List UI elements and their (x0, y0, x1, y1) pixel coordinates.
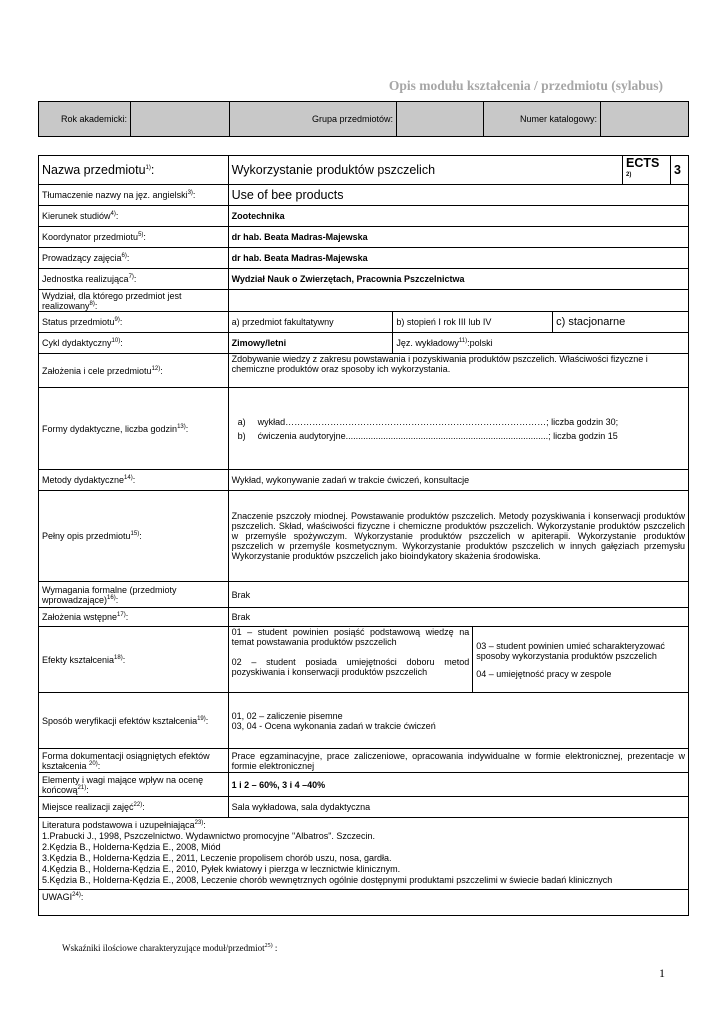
status-type: a) przedmiot fakultatywny (228, 312, 393, 333)
subject-group-label: Grupa przedmiotów: (230, 102, 397, 137)
unit-label: Jednostka realizująca$^{7)}$: (39, 269, 229, 290)
quantitative-indicators-note: Wskaźniki ilościowe charakteryzujące moduł/przedmiot$^{25)}$ : (62, 943, 278, 953)
course-name-label: Nazwa przedmiotu$^{1)}$: (39, 156, 229, 185)
form-item: b) ćwiczenia audytoryjne.................................................................................; liczba godzin 15 (237, 430, 618, 441)
prerequisites-value: Brak (228, 582, 688, 608)
goals-label: Założenia i cele przedmiotu$^{12)}$: (39, 354, 229, 388)
assumptions-label: Założenia wstępne$^{17)}$: (39, 608, 229, 627)
literature-item: 1.Prabucki J., 1998, Pszczelnictwo. Wydawnictwo promocyjne "Albatros". Szczecin. (42, 831, 375, 841)
location-label: Miejsce realizacji zajęć$^{22)}$: (39, 797, 229, 818)
outcomes-left (228, 627, 473, 693)
documentation-value: Prace egzaminacyjne, prace zaliczeniowe, opracowania indywidualne w formie elektronicznej, prezentacje w formie elektronicznej (228, 749, 688, 773)
academic-year-label: Rok akademicki: (39, 102, 131, 137)
header-table (38, 101, 689, 137)
cycle-label: Cykl dydaktyczny$^{10)}$: (39, 333, 229, 354)
goals-value: Zdobywanie wiedzy z zakresu powstawania i pozyskiwania produktów pszczelich. Właściwości fizyczne i chemiczne produktów oraz sposoby ich wykorzystania. (228, 354, 688, 388)
outcome-01: 01 – student powinien posiąść podstawową wiedzę na temat powstawania produktów pszczelich (231, 627, 470, 647)
form-item: a) wykład……………………………………………………………………………; liczba godzin 30; (237, 416, 619, 427)
status-label: Status przedmiotu$^{9)}$: (39, 312, 229, 333)
unit-value: Wydział Nauk o Zwierzętach, Pracownia Pszczelnictwa (228, 269, 688, 290)
teacher-value: dr hab. Beata Madras-Majewska (228, 248, 688, 269)
outcomes-label: Efekty kształcenia$^{18)}$: (39, 627, 229, 693)
methods-label: Metody dydaktyczne$^{14)}$: (39, 470, 229, 491)
course-name-row (39, 156, 689, 185)
description-label: Pełny opis przedmiotu$^{15)}$: (39, 491, 229, 582)
subject-group-value[interactable] (397, 102, 484, 137)
forms-label: Formy dydaktyczne, liczba godzin$^{13)}$: (39, 388, 229, 470)
description-value: Znaczenie pszczoły miodnej. Powstawanie produktów pszczelich. Metody pozyskiwania i konserwacji produktów pszczelich. Skład, właściwości fizyczne i chemiczne produktów pszczelich. Wykorzystanie produktów pszczelich w przemyśle spożywczym. Wykorzystanie produktów pszczelich w apiterapii. Wykorzystanie produktów pszczelich w przemyśle kosmetycznym. Wykorzystanie produktów pszczelich w innych gałęziach przemysłu Wykorzystanie produktów pszczelich jako bioindykatory skażenia środowiska. (228, 491, 688, 582)
academic-year-value[interactable] (131, 102, 230, 137)
coordinator-label: Koordynator przedmiotu$^{5)}$: (39, 227, 229, 248)
teacher-label: Prowadzący zajęcia$^{6)}$: (39, 248, 229, 269)
verification-value: 01, 02 – zaliczenie pisemne 03, 04 - Ocena wykonania zadań w trakcie ćwiczeń (228, 693, 688, 749)
status-level: b) stopień I rok III lub IV (393, 312, 553, 333)
ects-label: ECTS $^{2)}$ (623, 156, 671, 185)
prerequisites-label: Wymagania formalne (przedmioty wprowadzające)$^{16)}$: (39, 582, 229, 608)
literature-item: 2.Kędzia B., Holderna-Kędzia E., 2008, Miód (42, 842, 221, 852)
language-info: Jęz. wykładowy$^{11)}$:polski (393, 333, 689, 354)
cycle-value: Zimowy/letni (228, 333, 393, 354)
ects-value: 3 (670, 156, 688, 185)
assumptions-value: Brak (228, 608, 688, 627)
weights-value: 1 i 2 – 60%, 3 i 4 –40% (228, 773, 688, 797)
field-label: Kierunek studiów$^{4)}$: (39, 206, 229, 227)
field-value: Zootechnika (228, 206, 688, 227)
outcome-03: 03 – student powinien umieć scharakteryzować sposoby wykorzystania produktów pszczelich (476, 640, 665, 661)
catalog-number-value[interactable] (601, 102, 689, 137)
outcome-02: 02 – student posiada umiejętności doboru metod pozyskiwania i konserwacji produktów pszczelich (231, 657, 470, 677)
literature-label: Literatura podstawowa i uzupełniająca$^{23)}$: (42, 820, 206, 830)
translation-label: Tłumaczenie nazwy na jęz. angielski$^{3)}$: (39, 185, 229, 206)
coordinator-value: dr hab. Beata Madras-Majewska (228, 227, 688, 248)
page-number: 1 (659, 966, 665, 980)
document-title: Opis modułu kształcenia / przedmiotu (sylabus) (388, 78, 663, 93)
documentation-label: Forma dokumentacji osiągniętych efektów kształcenia $^{20)}$: (39, 749, 229, 773)
catalog-number-label: Numer katalogowy: (484, 102, 601, 137)
literature-cell (39, 818, 689, 890)
verification-label: Sposób weryfikacji efektów kształcenia$^{19)}$: (39, 693, 229, 749)
remarks-cell: UWAGI$^{24)}$: (39, 890, 689, 916)
forms-list (232, 417, 685, 441)
course-name-value: Wykorzystanie produktów pszczelich (228, 156, 622, 185)
literature-item: 3.Kędzia B., Holderna-Kędzia E., 2011, Leczenie propolisem chorób uszu, nosa, gardła. (42, 853, 392, 863)
faculty-value (228, 290, 688, 312)
forms-list-cell (228, 388, 688, 470)
faculty-label: Wydział, dla którego przedmiot jest realizowany$^{8)}$: (39, 290, 229, 312)
weights-label: Elementy i wagi mające wpływ na ocenę końcową$^{21)}$: (39, 773, 229, 797)
status-mode: c) stacjonarne (553, 312, 689, 333)
outcomes-right (473, 627, 689, 693)
outcome-04: 04 – umiejętność pracy w zespole (476, 668, 612, 679)
syllabus-table (38, 155, 689, 916)
translation-value: Use of bee products (228, 185, 688, 206)
methods-value: Wykład, wykonywanie zadań w trakcie ćwiczeń, konsultacje (228, 470, 688, 491)
location-value: Sala wykładowa, sala dydaktyczna (228, 797, 688, 818)
literature-item: 4.Kędzia B., Holderna-Kędzia E., 2010, Pyłek kwiatowy i pierzga w lecznictwie klinicznym. (42, 864, 401, 874)
literature-item: 5.Kędzia B., Holderna-Kędzia E., 2008, Leczenie chorób wewnętrznych ogólnie dostępnymi produktami pszczelimi w świecie badań klinicznych (42, 875, 613, 885)
